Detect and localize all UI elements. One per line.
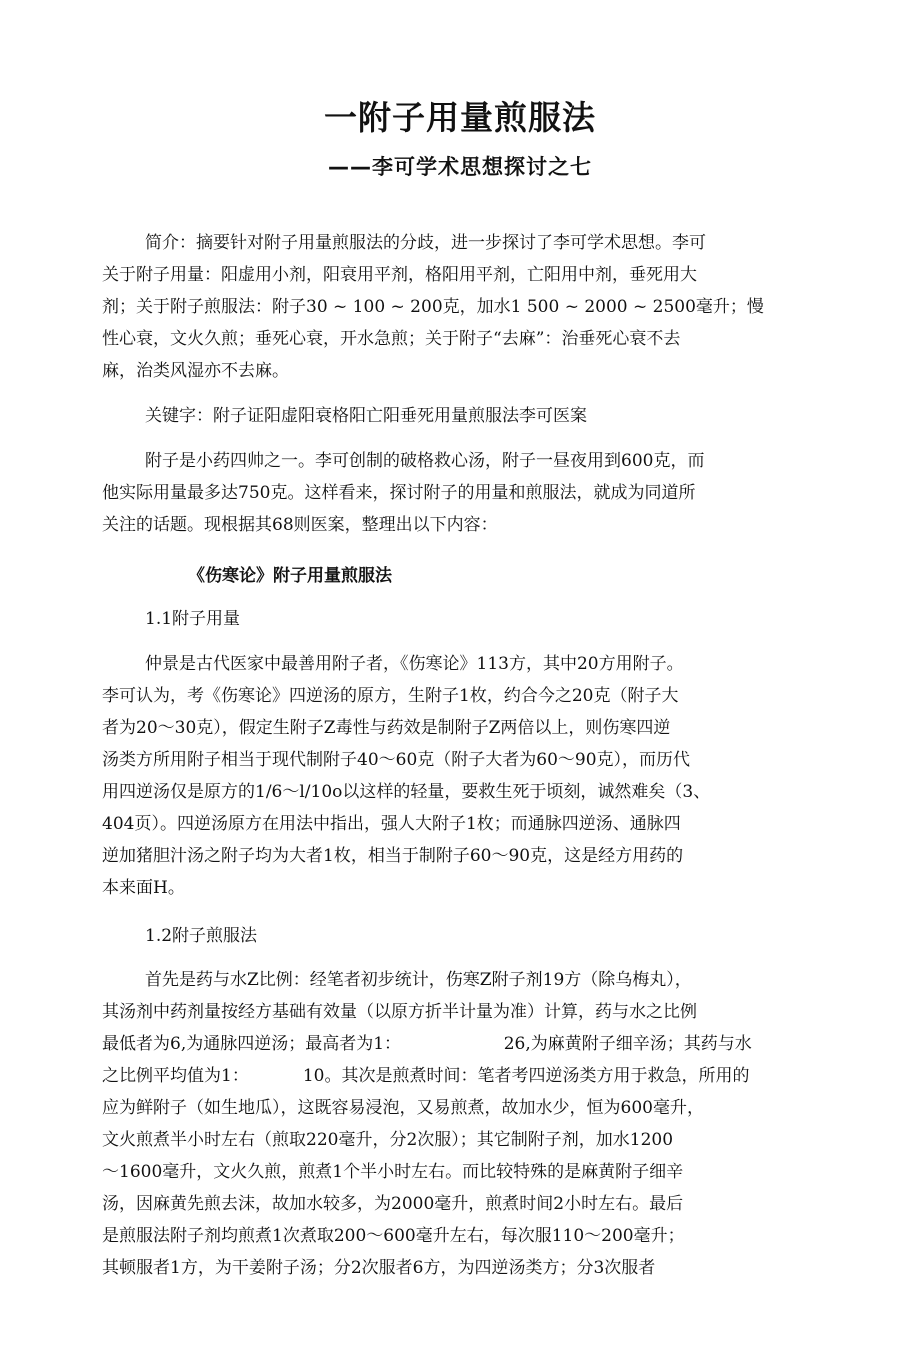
paragraph-line: 之比例平均值为1： 10。其次是煎煮时间：笔者考四逆汤类方用于救急，所用的 — [102, 1066, 750, 1086]
paragraph-line: 者为20～30克），假定生附子Z毒性与药效是制附子Z两倍以上，则伤寒四逆 — [102, 718, 671, 738]
paragraph-line: 附子是小药四帅之一。李可创制的破格救心汤，附子一昼夜用到600克，而 — [145, 451, 705, 471]
paragraph-line: 仲景是古代医家中最善用附子者，《伤寒论》113方，其中20方用附子。 — [145, 654, 684, 674]
paragraph-line: 汤类方所用附子相当于现代制附子40～60克（附子大者为60～90克），而历代 — [102, 750, 691, 770]
paragraph-line: 关注的话题。现根据其68则医案，整理出以下内容： — [102, 515, 498, 535]
section-heading: 《伤寒论》附子用量煎服法 — [188, 566, 392, 586]
paragraph-line: 本来面H。 — [102, 878, 185, 898]
paragraph-line: 文火煎煮半小时左右（煎取220毫升，分2次服）；其它制附子剂，加水1200 — [102, 1130, 674, 1150]
paragraph-line: ～1600毫升，文火久煎，煎煮1个半小时左右。而比较特殊的是麻黄附子细辛 — [102, 1162, 684, 1182]
paragraph-line: 是煎服法附子剂均煎煮1次煮取200～600毫升左右，每次服110～200毫升； — [102, 1226, 685, 1246]
document-title: 一附子用量煎服法 — [324, 98, 596, 137]
abstract-line: 关于附子用量：阳虚用小剂，阳衰用平剂，格阳用平剂，亡阳用中剂，垂死用大 — [102, 265, 697, 285]
abstract-line: 剂；关于附子煎服法：附子30 ~ 100 ~ 200克，加水1 500 ~ 2000 ~ 2500毫升；慢 — [102, 297, 764, 317]
subsection-heading-1-1: 1.1附子用量 — [145, 609, 241, 629]
subsection-heading-1-2: 1.2附子煎服法 — [145, 926, 258, 946]
paragraph-line: 最低者为6,为通脉四逆汤；最高者为1： 26,为麻黄附子细辛汤；其药与水 — [102, 1034, 752, 1054]
paragraph-line: 其汤剂中药剂量按经方基础有效量（以原方折半计量为准）计算，药与水之比例 — [102, 1002, 697, 1022]
abstract-line: 麻，治类风湿亦不去麻。 — [102, 361, 289, 381]
paragraph-line: 用四逆汤仅是原方的1/6～l/10o以这样的轻量，要救生死于顷刻，诚然难矣（3、 — [102, 782, 711, 802]
paragraph-line: 404页）。四逆汤原方在用法中指出，强人大附子1枚；而通脉四逆汤、通脉四 — [102, 814, 681, 834]
keywords: 关键字：附子证阳虚阳衰格阳亡阳垂死用量煎服法李可医案 — [145, 406, 587, 426]
abstract-line: 性心衰，文火久煎；垂死心衰，开水急煎；关于附子“去麻”：治垂死心衰不去 — [102, 329, 681, 349]
document-subtitle: ——李可学术思想探讨之七 — [328, 155, 592, 179]
paragraph-line: 逆加猪胆汁汤之附子均为大者1枚，相当于制附子60～90克，这是经方用药的 — [102, 846, 684, 866]
paragraph-line: 汤，因麻黄先煎去沫，故加水较多，为2000毫升，煎煮时间2小时左右。最后 — [102, 1194, 684, 1214]
abstract-line: 简介：摘要针对附子用量煎服法的分歧，进一步探讨了李可学术思想。李可 — [145, 233, 706, 253]
paragraph-line: 应为鲜附子（如生地瓜），这既容易浸泡，又易煎煮，故加水少，恒为600毫升， — [102, 1098, 704, 1118]
paragraph-line: 他实际用量最多达750克。这样看来，探讨附子的用量和煎服法，就成为同道所 — [102, 483, 696, 503]
paragraph-line: 李可认为，考《伤寒论》四逆汤的原方，生附子1枚，约合今之20克（附子大 — [102, 686, 679, 706]
paragraph-line: 首先是药与水Z比例：经笔者初步统计，伤寒Z附子剂19方（除乌梅丸）， — [145, 970, 692, 990]
paragraph-line: 其顿服者1方，为干姜附子汤；分2次服者6方，为四逆汤类方；分3次服者 — [102, 1258, 656, 1278]
